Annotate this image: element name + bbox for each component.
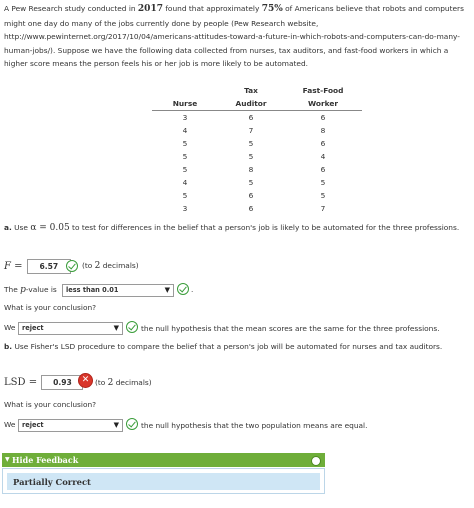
table-header-row-top: [152, 85, 362, 98]
header-fastfood-top: Fast-Food: [302, 86, 344, 95]
pvalue-select[interactable]: [62, 284, 174, 297]
alpha-value: α = 0.05: [30, 223, 70, 233]
header-fastfood-worker: Worker: [284, 98, 362, 111]
table-row: 5 6 5: [182, 191, 326, 201]
part-b-letter: b.: [4, 342, 13, 351]
correct-check-icon: [126, 321, 138, 333]
chevron-down-icon: ▼: [113, 324, 119, 332]
part-b-conclusion-question: What is your conclusion?: [4, 400, 97, 409]
part-a-question: a. Use α = 0.05 to test for differences in the belief that a person's job is likely to be automated for the three professions.: [4, 223, 460, 233]
part-a-letter: a.: [4, 223, 12, 232]
table-row: 4 7 8: [182, 126, 326, 136]
info-icon: [311, 456, 321, 466]
pvalue-label: The p-value is: [4, 285, 57, 295]
header-tax-top: Tax: [244, 86, 258, 95]
table-row: 3 6 7: [182, 204, 326, 214]
table-row: 3 6 6: [182, 113, 326, 123]
correct-check-icon: [177, 283, 189, 295]
f-value-input[interactable]: 6.57: [27, 259, 71, 274]
f-label: F =: [4, 261, 23, 272]
f-decimals-note: (to 2 decimals): [82, 261, 139, 271]
we-label: We: [4, 323, 16, 332]
decision-select-b[interactable]: [18, 419, 123, 432]
decision-select-a[interactable]: [18, 322, 123, 335]
decision-tail-a: the null hypothesis that the mean scores are the same for the three professions.: [141, 324, 440, 333]
lsd-label: LSD =: [4, 377, 38, 388]
data-table: [152, 85, 362, 215]
lsd-row: [4, 375, 83, 390]
year-value: 2017: [137, 4, 163, 14]
correct-check-icon: [66, 260, 78, 272]
hide-feedback-bar[interactable]: [2, 453, 325, 467]
chevron-down-icon: ▼: [164, 286, 170, 294]
triangle-down-icon: ▼: [5, 456, 10, 463]
chevron-down-icon: ▼: [113, 421, 119, 429]
lsd-value-input[interactable]: 0.93: [41, 375, 83, 390]
decision-selected-b: reject: [22, 421, 44, 429]
table-row: 5 5 6: [182, 139, 326, 149]
table-row: 5 5 4: [182, 152, 326, 162]
decision-tail-b: the null hypothesis that the two population means are equal.: [141, 421, 368, 430]
part-a-conclusion-question: What is your conclusion?: [4, 303, 97, 312]
table-row: 5 8 6: [182, 165, 326, 175]
correct-check-icon: [126, 418, 138, 430]
header-tax-auditor: Auditor: [218, 98, 284, 111]
f-statistic-row: [4, 259, 71, 274]
we-label: We: [4, 420, 16, 429]
table-row: 4 5 5: [182, 178, 326, 188]
table-header-row-bottom: [152, 98, 362, 111]
problem-intro: A Pew Research study conducted in 2017 found that approximately 75% of Americans believe that robots and computers might one day do many of the jobs currently done by people (Pew Research website, http://www.pewinternet.org/2017/10/04/americans-attitudes-toward-a-future-in-which-robots-and-computers-can-do-many-human-jobs/). Suppose we have the following data collected from nurses, tax auditors, and fast-food workers in which a higher score means the person feels his or her job is more likely to be automated.: [4, 4, 464, 69]
part-b-question: b. Use Fisher's LSD procedure to compare the belief that a person's job will be automated for nurses and tax auditors.: [4, 342, 443, 351]
decision-selected-a: reject: [22, 324, 44, 332]
header-nurse-top: [152, 85, 218, 98]
header-nurse: Nurse: [152, 98, 218, 111]
feedback-panel: [2, 468, 325, 494]
lsd-decimals-note: (to 2 decimals): [95, 378, 152, 388]
percent-value: 75%: [261, 4, 283, 14]
hide-feedback-label: Hide Feedback: [12, 455, 79, 465]
pvalue-selected: less than 0.01: [66, 286, 119, 294]
incorrect-x-icon: ✕: [79, 374, 92, 387]
feedback-status: Partially Correct: [7, 473, 320, 490]
